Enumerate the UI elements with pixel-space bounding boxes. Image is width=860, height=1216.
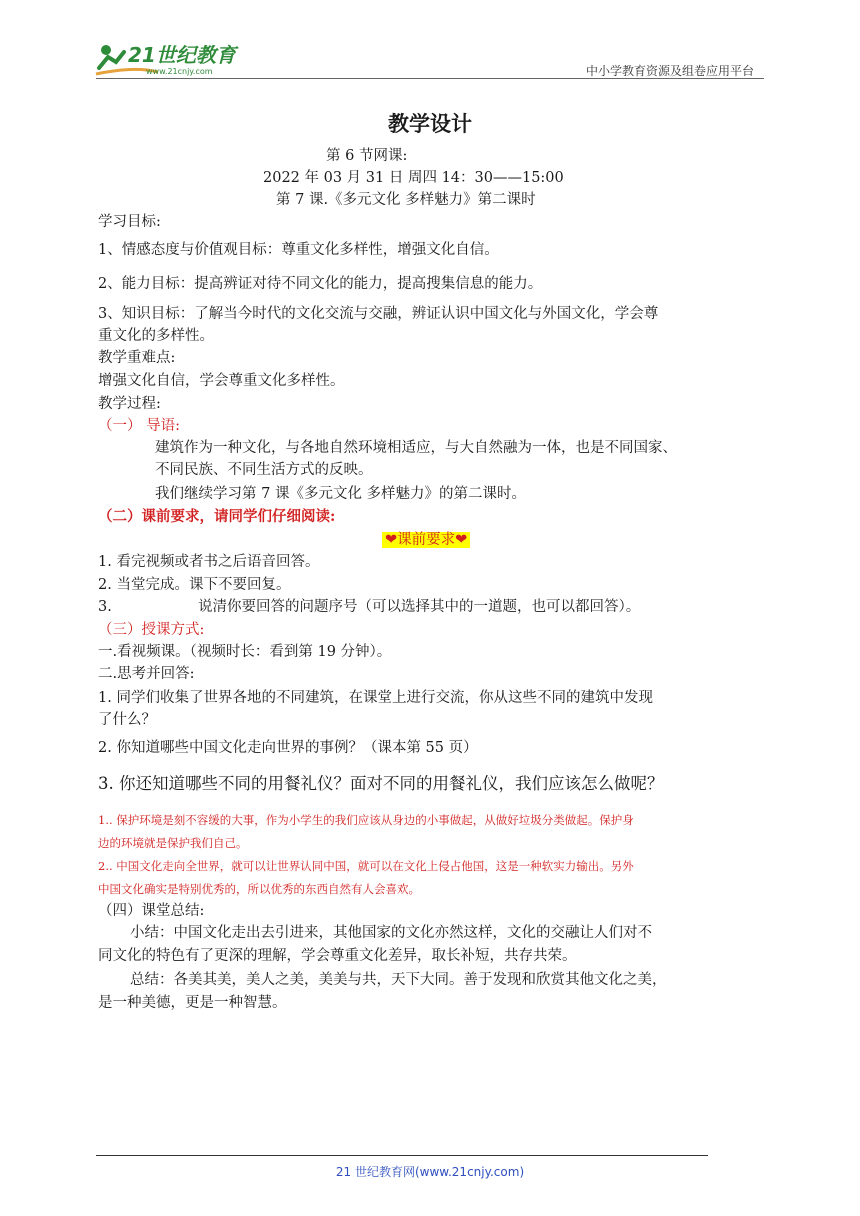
requirement-2: 2. 当堂完成。课下不要回复。 [98, 577, 291, 593]
page-title: 教学设计 [388, 112, 472, 136]
logo-text: 21世纪教育 [128, 43, 236, 67]
key-text: 增强文化自信，学会尊重文化多样性。 [98, 373, 345, 389]
requirement-1: 1. 看完视频或者书之后语音回答。 [98, 554, 320, 570]
answer-2-line-2: 中国文化确实是特别优秀的，所以优秀的东西自然有人会喜欢。 [98, 882, 420, 896]
goal-3-line-2: 重文化的多样性。 [98, 328, 214, 344]
requirement-3-number: 3. [98, 599, 112, 615]
requirements-heading: （二）课前要求，请同学们仔细阅读: [98, 508, 336, 525]
requirement-3-text: 说清你要回答的问题序号（可以选择其中的一道题，也可以都回答）。 [198, 599, 641, 615]
header-divider [96, 78, 764, 79]
lesson-topic: 第 7 课.《多元文化 多样魅力》第二课时 [276, 192, 536, 208]
method-2: 二.思考并回答: [98, 666, 195, 682]
answer-1-line-1: 1.. 保护环境是刻不容缓的大事，作为小学生的我们应该从身边的小事做起，从做好垃圾分类做起。保护身 [98, 813, 634, 827]
method-1: 一.看视频课。（视频时长：看到第 19 分钟）。 [98, 644, 392, 660]
summary-1-line-1: 小结：中国文化走出去引进来，其他国家的文化亦然这样，文化的交融让人们对不 [130, 925, 652, 941]
intro-heading: （一） 导语: [98, 418, 180, 434]
question-1-line-2: 了什么？ [98, 712, 156, 728]
question-3: 3. 你还知道哪些不同的用餐礼仪？面对不同的用餐礼仪，我们应该怎么做呢？ [98, 774, 664, 793]
logo-url: www.21cnjy.com [146, 67, 213, 76]
summary-heading: （四）课堂总结: [98, 903, 205, 919]
question-1-line-1: 1. 同学们收集了世界各地的不同建筑，在课堂上进行交流，你从这些不同的建筑中发现 [98, 690, 653, 706]
goals-heading: 学习目标: [98, 214, 161, 230]
method-heading: （三）授课方式: [98, 622, 205, 638]
platform-name: 中小学教育资源及组卷应用平台 [585, 64, 754, 78]
lesson-number: 第 6 节网课: [326, 148, 408, 164]
goal-1: 1、情感态度与价值观目标：尊重文化多样性，增强文化自信。 [98, 242, 499, 258]
goal-3-line-1: 3、知识目标：了解当今时代的文化交流与交融，辨证认识中国文化与外国文化，学会尊 [98, 306, 659, 322]
summary-2-line-1: 总结：各美其美，美人之美，美美与共，天下大同。善于发现和欣赏其他文化之美， [130, 972, 667, 988]
runner-logo-icon [94, 38, 264, 78]
summary-1-line-2: 同文化的特色有了更深的理解，学会尊重文化差异，取长补短，共存共荣。 [98, 948, 577, 964]
footer-link[interactable]: 21 世纪教育网(www.21cnjy.com) [335, 1165, 525, 1179]
question-2: 2. 你知道哪些中国文化走向世界的事例？（课本第 55 页） [98, 740, 478, 756]
process-heading: 教学过程: [98, 396, 161, 412]
summary-2-line-2: 是一种美德，更是一种智慧。 [98, 995, 287, 1011]
goal-2: 2、能力目标：提高辨证对待不同文化的能力，提高搜集信息的能力。 [98, 276, 543, 292]
footer-divider [96, 1155, 708, 1156]
answer-2-line-1: 2.. 中国文化走向全世界，就可以让世界认同中国，就可以在文化上侵占他国，这是一种软实力输出。另外 [98, 859, 634, 873]
site-logo [94, 38, 264, 78]
key-heading: 教学重难点: [98, 350, 176, 366]
requirements-badge [382, 529, 470, 550]
requirements-badge-text: ❤课前要求❤ [382, 532, 470, 548]
intro-line-1: 建筑作为一种文化，与各地自然环境相适应，与大自然融为一体，也是不同国家、 [155, 440, 677, 456]
answer-1-line-2: 边的环境就是保护我们自己。 [98, 836, 248, 850]
lesson-datetime: 2022 年 03 月 31 日 周四 14：30——15:00 [263, 170, 564, 186]
intro-line-3: 我们继续学习第 7 课《多元文化 多样魅力》的第二课时。 [155, 486, 527, 502]
intro-line-2: 不同民族、不同生活方式的反映。 [155, 462, 373, 478]
